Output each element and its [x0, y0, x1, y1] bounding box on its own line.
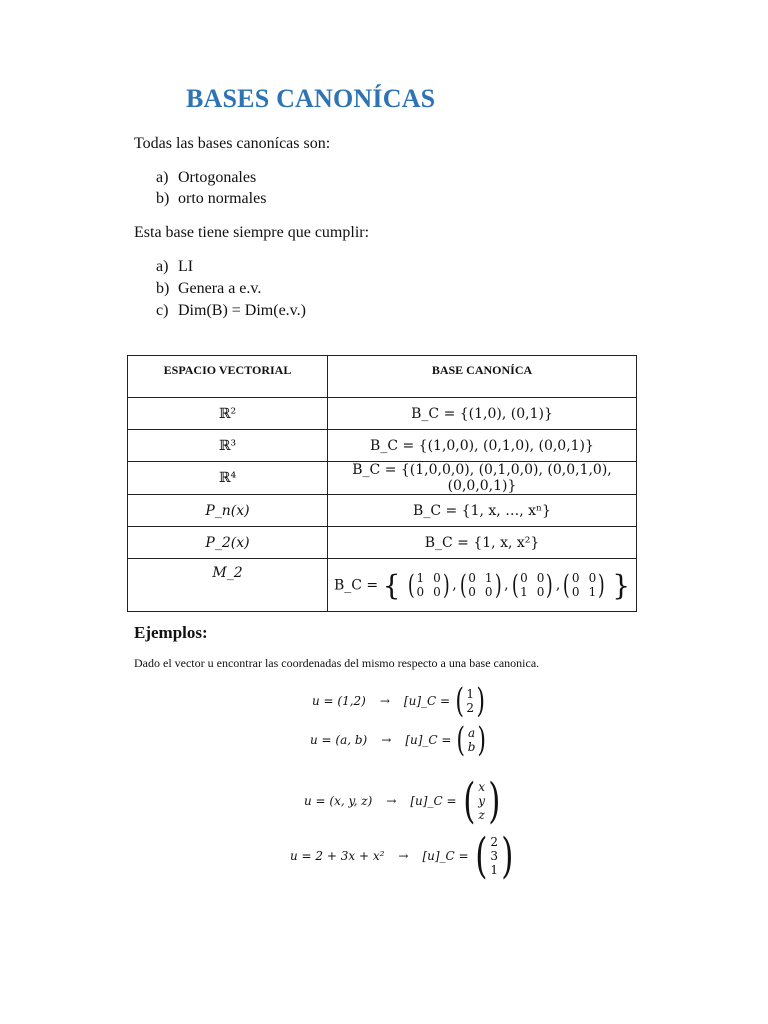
coordinate-vector: ( a b )	[456, 720, 487, 760]
list-item	[156, 258, 193, 276]
coordinate-label: [u]_C =	[422, 849, 469, 863]
intro2-text: Esta base tiene siempre que cumplir:	[134, 224, 370, 241]
table-row	[128, 527, 637, 559]
matrix-entry: 0	[536, 571, 545, 585]
matrix: ( 0 0 1 0 )	[511, 569, 554, 601]
canonical-bases-table	[127, 355, 637, 612]
base-cell: B_C = {1, x, x²}	[328, 527, 637, 559]
vector-expression: u = 2 + 3x + x²	[290, 849, 385, 863]
table-header-row	[128, 356, 637, 398]
matrix: ( 0 1 0 0 )	[459, 569, 502, 601]
matrix-entry: 1	[520, 585, 528, 599]
table-row	[128, 398, 637, 430]
coordinate-entry: a	[468, 726, 476, 740]
example-equation	[304, 773, 505, 829]
coordinate-vector: ( x y z )	[462, 773, 501, 829]
list-marker: a)	[156, 258, 169, 275]
matrix-entry: 1	[484, 571, 493, 585]
matrix-entry: 0	[588, 571, 597, 585]
coordinate-entry: 3	[490, 849, 498, 863]
list-text: LI	[178, 258, 194, 275]
matrix-entry: 0	[520, 571, 528, 585]
space-cell: ℝ²	[128, 398, 328, 430]
matrix-list: ( 1 0 0 0 ) , ( 0 1 0 0 ) , ( 0 0 1 0 ) , ( 0 0 0 1 )	[407, 569, 605, 601]
list-marker: a)	[156, 169, 169, 186]
table-row	[128, 559, 637, 612]
table-row	[128, 462, 637, 495]
examples-intro: Dado el vector u encontrar las coordenadas del mismo respecto a una base canonica.	[134, 656, 540, 670]
example-equation	[312, 681, 488, 721]
coordinate-entry: b	[467, 740, 476, 754]
table-row	[128, 495, 637, 527]
example-equation	[290, 828, 518, 884]
arrow: →	[379, 694, 390, 708]
base-cell: B_C = {1, x, …, xⁿ}	[328, 495, 637, 527]
matrix-entry: 0	[484, 585, 493, 599]
base-cell: B_C = {(1,0,0,0), (0,1,0,0), (0,0,1,0), (0,0,0,1)}	[328, 462, 637, 495]
arrow: →	[381, 733, 392, 747]
list-item	[156, 302, 306, 320]
list-item	[156, 190, 266, 208]
list-text: Dim(B) = Dim(e.v.)	[178, 302, 306, 319]
coordinate-entry: 2	[466, 701, 474, 715]
matrix-entry: 0	[536, 585, 545, 599]
list-text: Genera a e.v.	[178, 280, 262, 297]
matrix: ( 0 0 0 1 )	[563, 569, 605, 601]
arrow: →	[398, 849, 409, 863]
intro-text: Todas las bases canonícas son:	[134, 135, 331, 152]
matrix-entry: 1	[416, 571, 425, 585]
matrix-entry: 0	[468, 571, 476, 585]
matrix-entry: 0	[433, 585, 441, 599]
matrix-entry: 1	[588, 585, 597, 599]
coordinate-vector: ( 1 2 )	[455, 681, 485, 721]
list-item	[156, 169, 256, 187]
space-cell: P_2(x)	[128, 527, 328, 559]
matrix-entry: 0	[433, 571, 441, 585]
list-text: orto normales	[178, 190, 267, 207]
coordinate-entry: 1	[490, 863, 498, 877]
coordinate-vector: ( 2 3 1 )	[474, 828, 514, 884]
coordinate-entry: y	[478, 794, 486, 808]
matrix-entry: 0	[571, 571, 580, 585]
list-item	[156, 280, 261, 298]
coordinate-label: [u]_C =	[410, 794, 457, 808]
matrix-entry: 0	[571, 585, 580, 599]
space-cell: ℝ⁴	[128, 462, 328, 495]
table-header: BASE CANONÍCA	[328, 356, 637, 398]
coordinate-label: [u]_C =	[405, 733, 452, 747]
vector-expression: u = (x, y, z)	[304, 794, 373, 808]
base-cell: B_C = {(1,0), (0,1)}	[328, 398, 637, 430]
base-prefix: B_C =	[333, 577, 379, 593]
space-cell: P_n(x)	[128, 495, 328, 527]
matrix-entry: 0	[468, 585, 476, 599]
list-marker: c)	[156, 302, 169, 319]
list-marker: b)	[156, 280, 170, 297]
coordinate-entry: x	[478, 780, 486, 794]
matrix-entry: 0	[416, 585, 425, 599]
example-equation	[310, 720, 490, 760]
list-marker: b)	[156, 190, 170, 207]
coordinate-entry: 1	[466, 687, 474, 701]
space-cell: M_2	[128, 559, 328, 612]
base-cell: B_C = {(1,0,0), (0,1,0), (0,0,1)}	[328, 430, 637, 462]
list-text: Ortogonales	[178, 169, 257, 186]
arrow: →	[386, 794, 397, 808]
vector-expression: u = (a, b)	[310, 733, 368, 747]
coordinate-entry: z	[478, 808, 485, 822]
table-row	[128, 430, 637, 462]
base-cell: B_C = { ( 1 0 0 0 ) , ( 0 1 0 0 ) , ( 0 0 1 0 ) , ( 0 0 0 1 ) }	[328, 559, 637, 612]
examples-heading: Ejemplos:	[134, 623, 208, 642]
page-title: BASES CANONÍCAS	[186, 84, 436, 113]
vector-expression: u = (1,2)	[312, 694, 366, 708]
matrix: ( 1 0 0 0 )	[407, 569, 450, 601]
table-header: ESPACIO VECTORIAL	[128, 356, 328, 398]
coordinate-label: [u]_C =	[403, 694, 451, 708]
coordinate-entry: 2	[490, 835, 498, 849]
space-cell: ℝ³	[128, 430, 328, 462]
